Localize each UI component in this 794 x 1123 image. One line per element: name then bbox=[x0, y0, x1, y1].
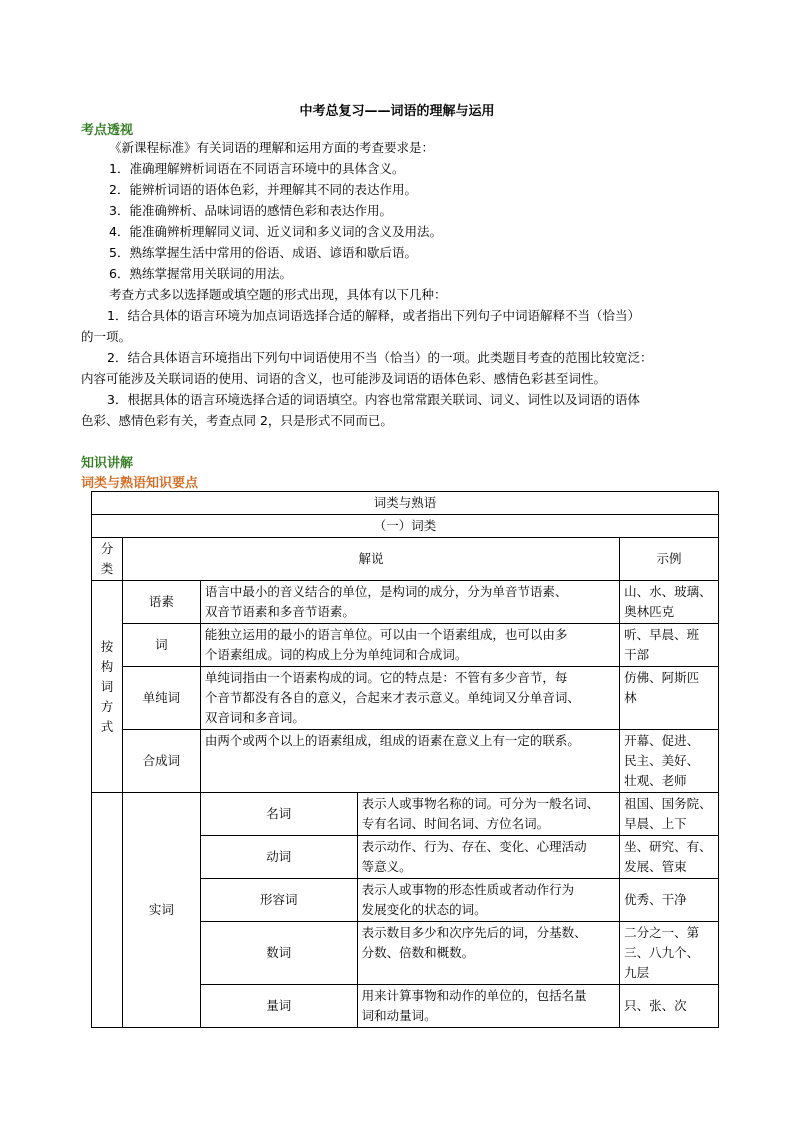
method-item: 3．根据具体的语言环境选择合适的词语填空。内容也常常跟关联词、词义、词性以及词语的语体 bbox=[107, 392, 640, 407]
row-desc: 能独立运用的最小的语言单位。可以由一个语素组成，也可以由多 个语素组成。词的构成上分为单纯词和合成词。 bbox=[200, 624, 619, 667]
row-name: 语素 bbox=[122, 581, 200, 624]
row-desc: 单纯词指由一个语素构成的词。它的特点是：不管有多少音节，每 个音节都没有各自的意义，合起来才表示意义。单纯词又分单音词、 双音词和多音词。 bbox=[200, 667, 619, 730]
row-name: 单纯词 bbox=[122, 667, 200, 730]
requirement-item: 1．准确理解辨析词语在不同语言环境中的具体含义。 bbox=[109, 161, 405, 176]
row-name: 合成词 bbox=[122, 730, 200, 793]
requirement-item: 4．能准确辨析理解同义词、近义词和多义词的含义及用法。 bbox=[109, 224, 442, 239]
row-desc: 表示人或事物名称的词。可分为一般名词、 专有名词、时间名词、方位名词。 bbox=[357, 793, 620, 836]
row-example: 山、水、玻璃、 奥林匹克 bbox=[620, 581, 719, 624]
row-example: 开幕、促进、 民主、美好、 壮观、老师 bbox=[620, 730, 719, 793]
table-caption: 词类与熟语 bbox=[92, 492, 719, 515]
row-example: 听、早晨、班 干部 bbox=[620, 624, 719, 667]
table-row bbox=[92, 730, 719, 793]
header-example: 示例 bbox=[620, 538, 719, 581]
row-name: 形容词 bbox=[200, 879, 357, 922]
group-blank-cell bbox=[92, 793, 123, 1028]
method-item: 2．结合具体语言环境指出下列句中词语使用不当（恰当）的一项。此类题目考查的范围比较宽泛： bbox=[107, 350, 653, 365]
page-title: 中考总复习——词语的理解与运用 bbox=[299, 104, 495, 119]
group-label-by-structure: 按 构 词 方 式 bbox=[92, 581, 123, 793]
requirement-item: 5．熟练掌握生活中常用的俗语、成语、谚语和歇后语。 bbox=[109, 245, 417, 260]
group-label-content-words: 实词 bbox=[122, 793, 200, 1028]
row-desc: 语言中最小的音义结合的单位，是构词的成分，分为单音节语素、 双音节语素和多音节语素。 bbox=[200, 581, 619, 624]
row-example: 仿佛、阿斯匹 林 bbox=[620, 667, 719, 730]
table-row bbox=[92, 667, 719, 730]
method-item-continued: 色彩、感情色彩有关，考查点同 2，只是形式不同而已。 bbox=[81, 413, 393, 428]
header-explanation: 解说 bbox=[122, 538, 619, 581]
requirement-item: 3．能准确辨析、品味词语的感情色彩和表达作用。 bbox=[109, 203, 392, 218]
row-desc: 用来计算事物和动作的单位的，包括名量 词和动量词。 bbox=[357, 985, 620, 1028]
table-subcaption: （一）词类 bbox=[92, 515, 719, 538]
row-desc: 表示人或事物的形态性质或者动作行为 发展变化的状态的词。 bbox=[357, 879, 620, 922]
row-name: 数词 bbox=[200, 922, 357, 985]
row-desc: 由两个或两个以上的语素组成，组成的语素在意义上有一定的联系。 bbox=[200, 730, 619, 793]
requirement-item: 6．熟练掌握常用关联词的用法。 bbox=[109, 266, 292, 281]
row-example: 优秀、干净 bbox=[620, 879, 719, 922]
row-name: 动词 bbox=[200, 836, 357, 879]
section-heading-exam-focus: 考点透视 bbox=[81, 123, 134, 138]
header-category: 分 类 bbox=[92, 538, 123, 581]
section-heading-knowledge: 知识讲解 bbox=[81, 456, 134, 471]
row-desc: 表示数目多少和次序先后的词，分基数、 分数、倍数和概数。 bbox=[357, 922, 620, 985]
row-name: 量词 bbox=[200, 985, 357, 1028]
table-row bbox=[92, 624, 719, 667]
intro-paragraph: 《新课程标准》有关词语的理解和运用方面的考查要求是： bbox=[109, 140, 435, 155]
method-item: 1．结合具体的语言环境为加点词语选择合适的解释，或者指出下列句子中词语解释不当（恰当） bbox=[107, 308, 640, 323]
table-row bbox=[92, 793, 719, 836]
row-example: 只、张、次 bbox=[620, 985, 719, 1028]
row-example: 二分之一、第 三、八九个、 九层 bbox=[620, 922, 719, 985]
section-subheading: 词类与熟语知识要点 bbox=[81, 476, 199, 491]
row-example: 坐、研究、有、 发展、管束 bbox=[620, 836, 719, 879]
table-row bbox=[92, 581, 719, 624]
word-class-table bbox=[91, 491, 719, 1028]
method-item-continued: 的一项。 bbox=[81, 329, 132, 344]
row-name: 名词 bbox=[200, 793, 357, 836]
requirement-item: 2．能辨析词语的语体色彩，并理解其不同的表达作用。 bbox=[109, 182, 417, 197]
method-item-continued: 内容可能涉及关联词语的使用、词语的含义，也可能涉及词语的语体色彩、感情色彩甚至词性。 bbox=[81, 371, 607, 386]
method-intro: 考查方式多以选择题或填空题的形式出现，具体有以下几种： bbox=[109, 287, 447, 302]
row-name: 词 bbox=[122, 624, 200, 667]
row-desc: 表示动作、行为、存在、变化、心理活动 等意义。 bbox=[357, 836, 620, 879]
row-example: 祖国、国务院、 早晨、上下 bbox=[620, 793, 719, 836]
